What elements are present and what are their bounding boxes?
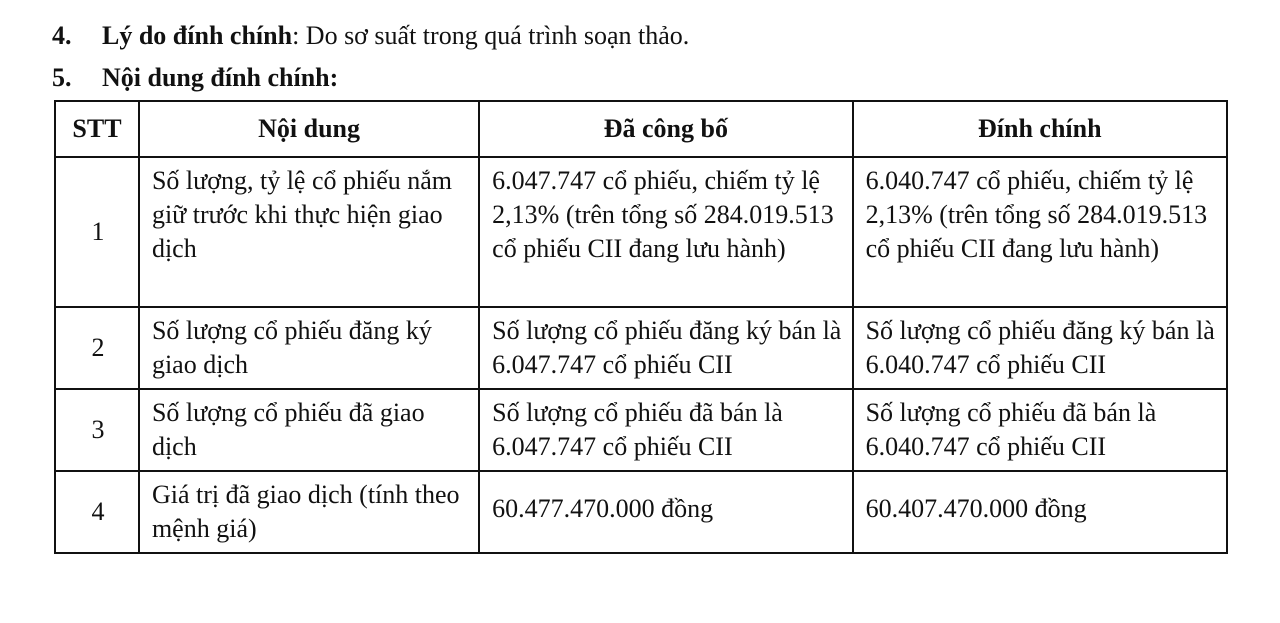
- row-announced: 6.047.747 cổ phiếu, chiếm tỷ lệ 2,13% (trên tổng số 284.019.513 cổ phiếu CII đang lưu hành): [479, 157, 852, 307]
- row-content: Số lượng cổ phiếu đã giao dịch: [139, 389, 479, 471]
- row-content: Số lượng cổ phiếu đăng ký giao dịch: [139, 307, 479, 389]
- row-content: Số lượng, tỷ lệ cổ phiếu nắm giữ trước khi thực hiện giao dịch: [139, 157, 479, 307]
- section-number: 5.: [52, 63, 72, 92]
- table-row: [55, 157, 1227, 307]
- row-corrected: 60.407.470.000 đồng: [853, 471, 1227, 553]
- row-announced: Số lượng cổ phiếu đăng ký bán là 6.047.747 cổ phiếu CII: [479, 307, 852, 389]
- reason-line: [52, 20, 689, 52]
- header-announced: Đã công bố: [479, 101, 852, 157]
- row-stt: 3: [55, 389, 139, 471]
- content-heading-line: [52, 62, 338, 94]
- section-number: 4.: [52, 21, 72, 50]
- content-heading: Nội dung đính chính:: [102, 63, 339, 92]
- row-stt: 1: [55, 157, 139, 307]
- row-announced: 60.477.470.000 đồng: [479, 471, 852, 553]
- reason-text: : Do sơ suất trong quá trình soạn thảo.: [292, 21, 690, 50]
- row-stt: 2: [55, 307, 139, 389]
- table-row: [55, 471, 1227, 553]
- correction-table: [54, 100, 1228, 554]
- row-corrected: Số lượng cổ phiếu đăng ký bán là 6.040.747 cổ phiếu CII: [853, 307, 1227, 389]
- row-corrected: Số lượng cổ phiếu đã bán là 6.040.747 cổ phiếu CII: [853, 389, 1227, 471]
- row-corrected: 6.040.747 cổ phiếu, chiếm tỷ lệ 2,13% (trên tổng số 284.019.513 cổ phiếu CII đang lưu hành): [853, 157, 1227, 307]
- table-row: [55, 389, 1227, 471]
- header-content: Nội dung: [139, 101, 479, 157]
- row-stt: 4: [55, 471, 139, 553]
- row-content: Giá trị đã giao dịch (tính theo mệnh giá): [139, 471, 479, 553]
- reason-label: Lý do đính chính: [102, 21, 293, 50]
- header-corrected: Đính chính: [853, 101, 1227, 157]
- header-stt: STT: [55, 101, 139, 157]
- table-row: [55, 307, 1227, 389]
- table-header-row: [55, 101, 1227, 157]
- row-announced: Số lượng cổ phiếu đã bán là 6.047.747 cổ phiếu CII: [479, 389, 852, 471]
